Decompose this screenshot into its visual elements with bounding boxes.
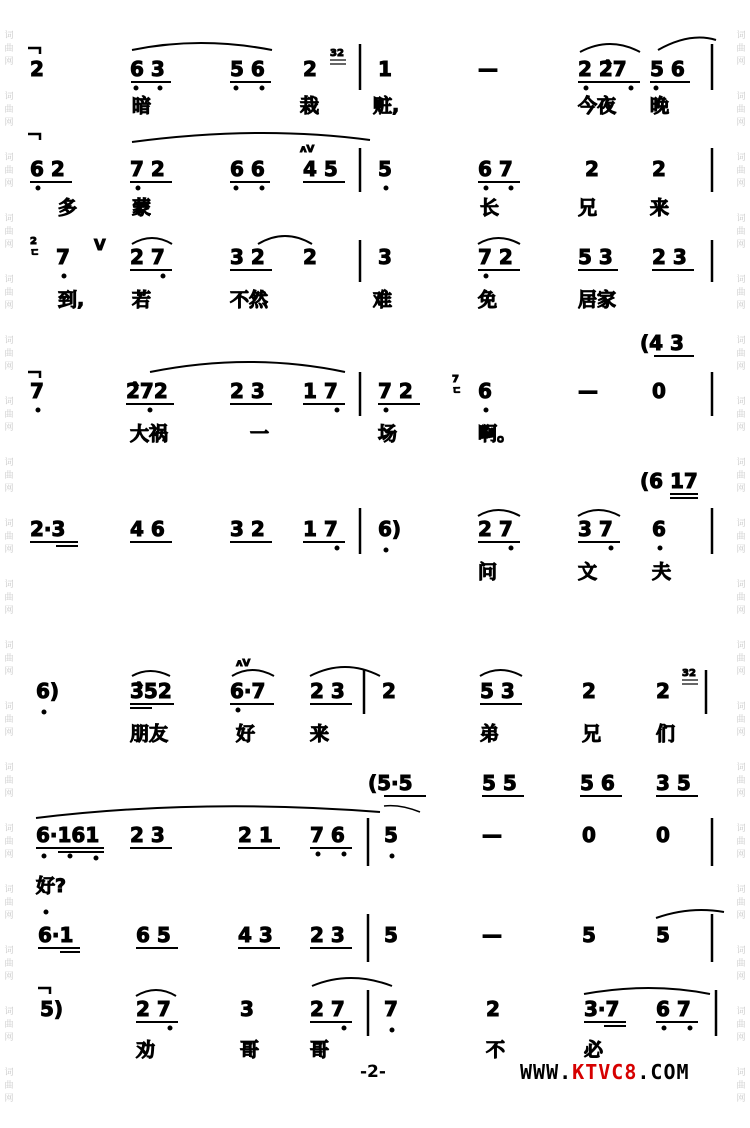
row-6: [36, 658, 706, 745]
watermark-glyph: 词: [736, 92, 746, 102]
lyric: 文: [578, 561, 598, 583]
lyric: 劝: [136, 1039, 156, 1061]
lyric: 一: [250, 423, 270, 445]
note: 2 7: [130, 245, 165, 269]
watermark-glyph: 曲: [4, 410, 14, 420]
watermark-glyph: 词: [4, 824, 14, 834]
intro-notes: (4 3: [640, 331, 684, 355]
watermark-glyph: 曲: [4, 1081, 14, 1091]
lyric: 居家: [578, 289, 617, 311]
note: 5): [40, 997, 64, 1021]
note: 2: [303, 57, 317, 81]
note: 6 7: [478, 157, 513, 181]
watermark-glyph: 网: [736, 362, 746, 372]
watermark-glyph: 网: [4, 362, 14, 372]
lyric: 不然: [230, 289, 269, 311]
note: 2 2̂7: [578, 57, 627, 81]
note: —: [578, 379, 598, 403]
intro-notes: (5·5: [368, 771, 413, 795]
watermark-glyph: 词: [736, 763, 746, 773]
note: 0: [582, 823, 596, 847]
note: 2: [30, 57, 44, 81]
note: 7: [56, 245, 70, 269]
watermark-glyph: 网: [736, 301, 746, 311]
svg-text:ㄷ: ㄷ: [30, 248, 40, 259]
watermark-glyph: 词: [4, 1007, 14, 1017]
row-3: [30, 236, 712, 311]
watermark-glyph: 曲: [736, 837, 746, 847]
row-8: [38, 910, 724, 962]
watermark-glyph: 网: [4, 667, 14, 677]
note: 5 3: [480, 679, 515, 703]
watermark-glyph: 词: [4, 763, 14, 773]
watermark-glyph: 词: [4, 519, 14, 529]
watermark-glyph: 词: [736, 31, 746, 41]
watermark-glyph: 网: [736, 850, 746, 860]
note: 6: [652, 517, 666, 541]
row-1: [28, 38, 716, 117]
watermark-glyph: 网: [4, 911, 14, 921]
watermark-glyph: 网: [4, 423, 14, 433]
note: 6 3: [130, 57, 165, 81]
lyric: 来: [310, 723, 330, 745]
note: 7: [30, 379, 44, 403]
svg-text:ʌV: ʌV: [236, 658, 251, 669]
site-url-part: .COM: [637, 1060, 690, 1084]
watermark-glyph: 曲: [736, 1020, 746, 1030]
watermark-glyph: 网: [736, 118, 746, 128]
note: 2: [486, 997, 500, 1021]
note: 5: [384, 923, 398, 947]
lyric: 暗: [132, 95, 152, 117]
intro-notes: 5 6: [580, 771, 615, 795]
note: 3 2: [230, 517, 265, 541]
note: 2: [382, 679, 396, 703]
site-url-part: C8: [611, 1060, 638, 1084]
watermark-glyph: 词: [736, 519, 746, 529]
note: 6·7: [230, 679, 266, 703]
watermark-glyph: 网: [4, 606, 14, 616]
note: 5: [582, 923, 596, 947]
watermark-glyph: 词: [4, 214, 14, 224]
watermark-glyph: 网: [736, 423, 746, 433]
watermark-glyph: 词: [736, 946, 746, 956]
grace-note: 2: [30, 236, 37, 247]
watermark-glyph: 网: [736, 789, 746, 799]
watermark-glyph: 词: [4, 641, 14, 651]
watermark-glyph: 曲: [736, 1081, 746, 1091]
grace-note: 7: [452, 374, 459, 385]
watermark-glyph: 曲: [736, 532, 746, 542]
note: 2: [303, 245, 317, 269]
note: 4 5: [303, 157, 338, 181]
intro-notes: 3 5: [656, 771, 691, 795]
note: 3·7: [584, 997, 620, 1021]
watermark-glyph: 曲: [4, 44, 14, 54]
note: 3: [240, 997, 254, 1021]
watermark-glyph: 网: [736, 1094, 746, 1104]
row-4: [28, 331, 712, 445]
watermark-glyph: 词: [736, 397, 746, 407]
note: 2: [652, 157, 666, 181]
lyric: 弟: [480, 723, 500, 745]
watermark-glyph: 词: [736, 336, 746, 346]
watermark-glyph: 词: [4, 275, 14, 285]
lyric: 哥: [310, 1039, 330, 1061]
watermark-glyph: 网: [736, 179, 746, 189]
watermark-glyph: 词: [736, 824, 746, 834]
note: 7 2: [478, 245, 513, 269]
site-url[interactable]: [520, 1060, 690, 1084]
watermark-glyph: 曲: [736, 776, 746, 786]
grace-note: 32: [330, 48, 344, 59]
watermark-glyph: 网: [4, 545, 14, 555]
watermark-glyph: 网: [4, 728, 14, 738]
watermark-glyph: 曲: [736, 959, 746, 969]
intro-notes: (6 17: [640, 469, 698, 493]
watermark-glyph: 网: [736, 545, 746, 555]
grace-note: 32: [682, 668, 696, 679]
note: 2 3: [130, 823, 165, 847]
watermark-glyph: 曲: [736, 288, 746, 298]
watermark-glyph: 词: [736, 153, 746, 163]
watermark-glyph: 词: [736, 1007, 746, 1017]
note: 2: [656, 679, 670, 703]
watermark-glyph: 曲: [4, 532, 14, 542]
lyric: 好?: [36, 875, 67, 897]
watermark-glyph: 网: [736, 972, 746, 982]
watermark-glyph: 词: [4, 397, 14, 407]
watermark-glyph: 网: [4, 789, 14, 799]
lyric: 夫: [652, 561, 672, 583]
watermark-glyph: 网: [4, 57, 14, 67]
watermark-glyph: 曲: [736, 898, 746, 908]
watermark-glyph: 曲: [4, 654, 14, 664]
lyric: 蒙: [132, 197, 152, 219]
watermark-glyph: 词: [736, 458, 746, 468]
note: —: [482, 923, 502, 947]
note: 1 7: [303, 379, 338, 403]
watermark-glyph: 网: [4, 1033, 14, 1043]
watermark-glyph: 曲: [4, 166, 14, 176]
lyric: 们: [656, 723, 676, 745]
note: 6 7: [656, 997, 691, 1021]
lyric: 晚: [650, 95, 670, 117]
watermark-glyph: 网: [736, 728, 746, 738]
note: 5 6: [650, 57, 685, 81]
watermark-glyph: 词: [4, 702, 14, 712]
note: 7 2: [378, 379, 413, 403]
watermark-glyph: 词: [4, 1068, 14, 1078]
watermark-glyph: 曲: [4, 837, 14, 847]
row-2: [28, 133, 712, 219]
note: 7 6: [310, 823, 345, 847]
watermark-glyph: 词: [736, 641, 746, 651]
watermark-glyph: 曲: [736, 166, 746, 176]
watermark-glyph: 网: [736, 57, 746, 67]
lyric: 免: [478, 289, 498, 311]
note: 3 2: [230, 245, 265, 269]
watermark-glyph: 曲: [4, 776, 14, 786]
lyric: 好: [236, 723, 256, 745]
note: 3: [378, 245, 392, 269]
lyric: 多: [58, 197, 78, 219]
note: 2 1: [238, 823, 273, 847]
watermark-glyph: 曲: [4, 105, 14, 115]
watermark-glyph: 曲: [736, 471, 746, 481]
row-7: [35, 771, 712, 897]
watermark-glyph: 词: [4, 336, 14, 346]
watermark-glyph: 网: [736, 667, 746, 677]
note: 6): [36, 679, 60, 703]
watermark-glyph: 词: [4, 92, 14, 102]
note: 3̂52: [130, 679, 172, 703]
note: 5 6: [230, 57, 265, 81]
note: 0: [652, 379, 666, 403]
page-number: -2-: [360, 1062, 386, 1082]
note: 6: [478, 379, 492, 403]
watermark-glyph: 网: [4, 301, 14, 311]
lyric: 场: [378, 423, 398, 445]
lyric: 兄: [582, 723, 602, 745]
note: 6·161: [36, 823, 100, 847]
watermark-glyph: 词: [736, 275, 746, 285]
note: 4 6: [130, 517, 165, 541]
note: 6 6: [230, 157, 265, 181]
watermark-glyph: 曲: [736, 105, 746, 115]
watermark-glyph: 词: [736, 702, 746, 712]
watermark-glyph: 词: [4, 31, 14, 41]
lyric: 栽: [300, 95, 320, 117]
watermark-glyph: 曲: [4, 227, 14, 237]
watermark-glyph: 曲: [4, 288, 14, 298]
lyric: 难: [373, 289, 393, 311]
note: 5 3: [578, 245, 613, 269]
note: 7 2: [130, 157, 165, 181]
watermark-glyph: 曲: [4, 471, 14, 481]
note: 2·3: [30, 517, 66, 541]
note: 2 7: [310, 997, 345, 1021]
note: 5: [656, 923, 670, 947]
watermark-glyph: 曲: [736, 227, 746, 237]
note: 2 3: [652, 245, 687, 269]
svg-text:ʌV: ʌV: [300, 144, 315, 155]
note: —: [482, 823, 502, 847]
lyric: 到,: [58, 289, 85, 311]
lyric: 必: [584, 1039, 604, 1061]
lyric: 朋友: [130, 723, 169, 745]
site-url-part: KTV: [572, 1060, 612, 1084]
watermark-glyph: 词: [736, 580, 746, 590]
note: 2: [585, 157, 599, 181]
note: 6): [378, 517, 402, 541]
note: 0: [656, 823, 670, 847]
note: 5: [378, 157, 392, 181]
note: 5: [384, 823, 398, 847]
watermark-glyph: 曲: [736, 349, 746, 359]
watermark-glyph: 网: [4, 850, 14, 860]
row-5: [30, 469, 712, 583]
watermark-glyph: 曲: [736, 715, 746, 725]
watermark-glyph: 曲: [736, 654, 746, 664]
row-9: [38, 978, 716, 1061]
note: 6 5: [136, 923, 171, 947]
watermark-glyph: 网: [4, 1094, 14, 1104]
lyric: 不: [486, 1039, 506, 1061]
note: 2 3: [230, 379, 265, 403]
watermark-glyph: 网: [4, 240, 14, 250]
watermark-glyph: 词: [4, 580, 14, 590]
note: 2̂72: [126, 379, 168, 403]
site-url-part: WWW.: [520, 1060, 573, 1084]
lyric: 长: [480, 197, 500, 219]
breath-mark: V: [94, 236, 106, 254]
watermark-glyph: 曲: [4, 349, 14, 359]
note: 2 3: [310, 679, 345, 703]
watermark-glyph: 词: [736, 1068, 746, 1078]
watermark-glyph: 网: [736, 606, 746, 616]
watermark-glyph: 网: [736, 911, 746, 921]
lyric: 今夜: [578, 95, 617, 117]
watermark-glyph: 曲: [736, 593, 746, 603]
watermark-glyph: 曲: [736, 410, 746, 420]
watermark-glyph: 网: [4, 484, 14, 494]
lyric: 哥: [240, 1039, 260, 1061]
note: 6 2: [30, 157, 65, 181]
watermark-glyph: 曲: [4, 1020, 14, 1030]
svg-text:ㄷ: ㄷ: [452, 386, 462, 397]
note: 3 7: [578, 517, 613, 541]
note: 2 3: [310, 923, 345, 947]
lyric: 啊。: [478, 423, 517, 445]
note: 2 7: [136, 997, 171, 1021]
watermark-glyph: 网: [4, 118, 14, 128]
watermark-glyph: 网: [736, 1033, 746, 1043]
intro-notes: 5 5: [482, 771, 517, 795]
watermark-glyph: 曲: [4, 593, 14, 603]
watermark-glyph: 网: [4, 972, 14, 982]
lyric: 问: [478, 561, 498, 583]
watermark-glyph: 词: [4, 885, 14, 895]
note: 1: [378, 57, 392, 81]
watermark-glyph: 网: [736, 484, 746, 494]
note: 2 7: [478, 517, 513, 541]
watermark-glyph: 词: [4, 458, 14, 468]
watermark-glyph: 网: [736, 240, 746, 250]
note: 2: [582, 679, 596, 703]
note: 4 3: [238, 923, 273, 947]
watermark-glyph: 曲: [4, 898, 14, 908]
lyric: 来: [650, 197, 670, 219]
watermark-glyph: 网: [4, 179, 14, 189]
lyric: 大祸: [130, 423, 169, 445]
watermark-glyph: 词: [736, 885, 746, 895]
watermark-glyph: 词: [4, 946, 14, 956]
watermark-glyph: 词: [4, 153, 14, 163]
lyric: 兄: [578, 197, 598, 219]
watermark-glyph: 曲: [736, 44, 746, 54]
note: 1 7: [303, 517, 338, 541]
watermark-glyph: 曲: [4, 959, 14, 969]
lyric: 若: [132, 289, 152, 311]
note: 6·1: [38, 923, 74, 947]
lyric: 赃,: [373, 95, 400, 117]
note: —: [478, 57, 498, 81]
watermark-glyph: 词: [736, 214, 746, 224]
note: 7: [384, 997, 398, 1021]
watermark-glyph: 曲: [4, 715, 14, 725]
